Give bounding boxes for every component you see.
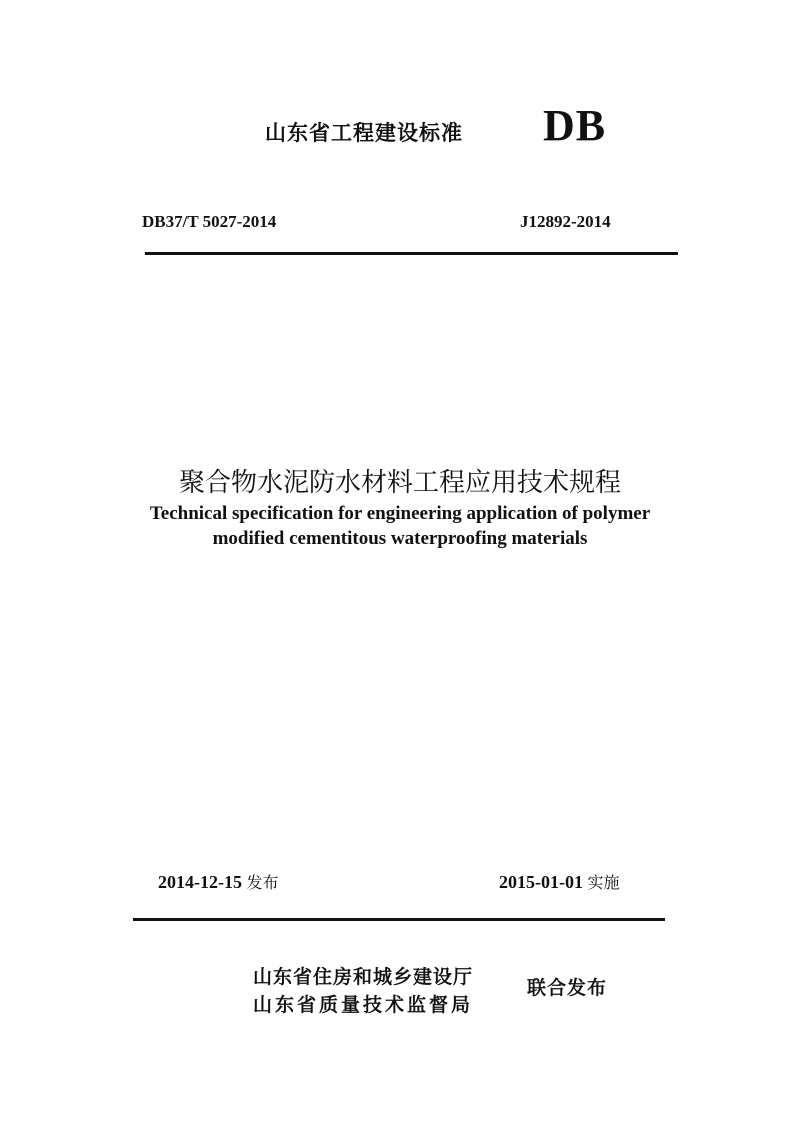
standard-number: DB37/T 5027-2014 bbox=[142, 212, 277, 231]
record-number: J12892-2014 bbox=[520, 212, 611, 231]
implement-date: 2015-01-01 bbox=[499, 872, 583, 892]
issuer-quality-bureau: 山东省质量技术监督局 bbox=[253, 994, 474, 1016]
implement-date-row bbox=[499, 870, 620, 893]
implement-label: 实施 bbox=[587, 873, 620, 892]
title-english-line1: Technical specification for engineering application of polymer bbox=[149, 503, 651, 524]
title-english-line2: modified cementitous waterproofing materials bbox=[212, 528, 588, 549]
title-chinese: 聚合物水泥防水材料工程应用技术规程 bbox=[178, 468, 621, 498]
issue-date: 2014-12-15 bbox=[158, 872, 242, 892]
joint-issue-label: 联合发布 bbox=[527, 977, 608, 999]
standard-category: 山东省工程建设标准 bbox=[265, 121, 463, 145]
top-divider bbox=[145, 252, 678, 255]
bottom-divider bbox=[133, 918, 665, 921]
issue-date-row bbox=[158, 870, 279, 893]
issue-label: 发布 bbox=[246, 873, 279, 892]
db-mark: DB bbox=[543, 101, 607, 150]
issuer-housing-dept: 山东省住房和城乡建设厅 bbox=[253, 966, 474, 988]
